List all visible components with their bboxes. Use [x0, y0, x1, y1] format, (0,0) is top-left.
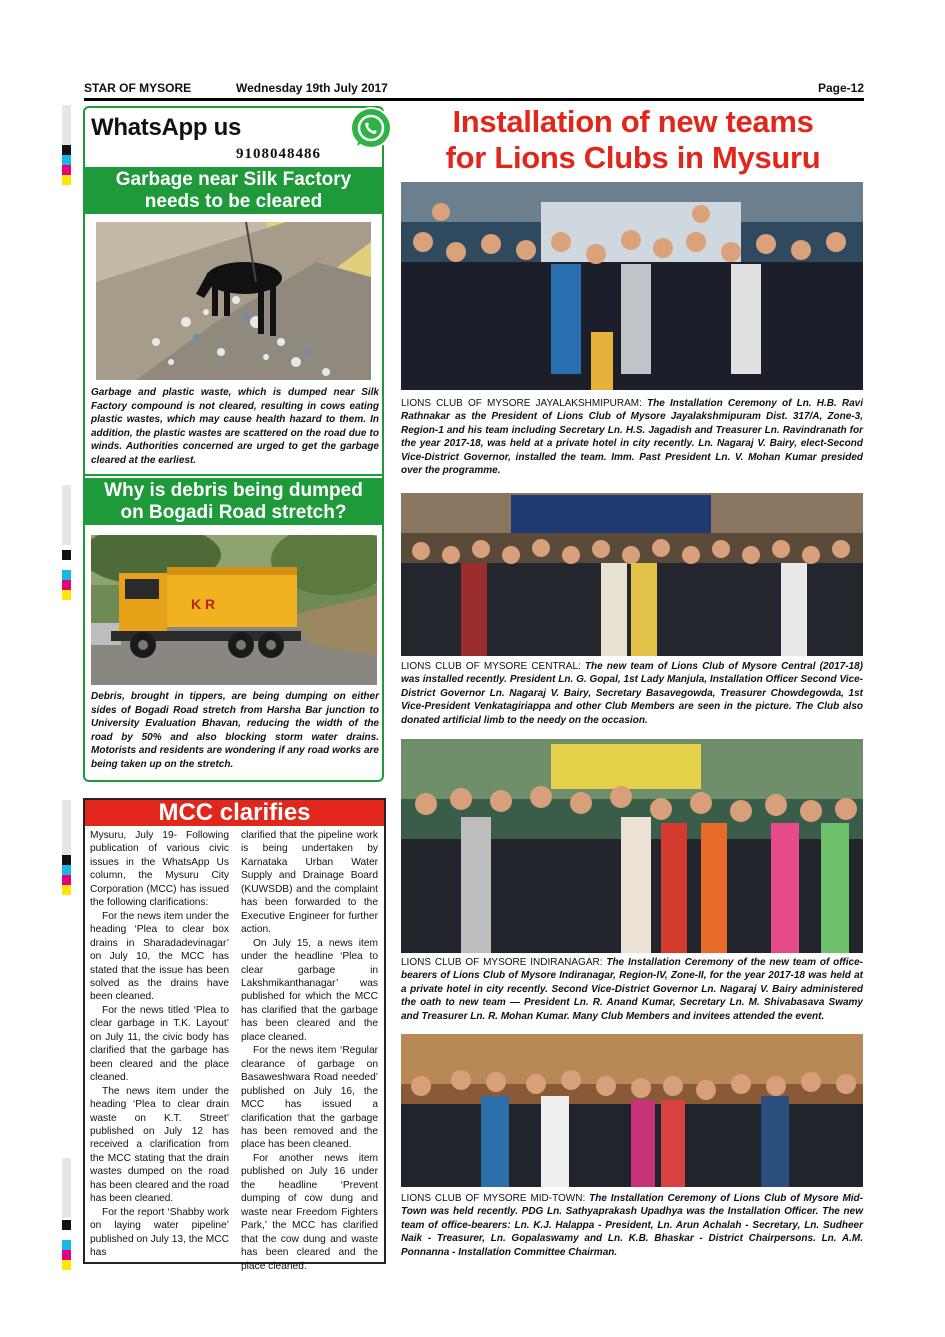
mcc-paragraph: For another news item published on July 16 under the headline ‘Prevent dumping of cow dung and waste near Freedom Fighters Park,’ the MCC has clarified that the cow dung and waste has been cleared and the place cleaned. [241, 1152, 378, 1272]
garbage-cow-photo [96, 222, 371, 380]
mcc-paragraph: clarified that the pipeline work is being undertaken by Karnataka Urban Water Supply and Drainage Board (KUWSDB) and the complaint has been forwarded to the Executive Engineer for further action. [241, 830, 378, 936]
color-registration-mark [62, 1220, 71, 1270]
registration-bar [62, 105, 71, 145]
story2-caption: Debris, brought in tippers, are being dumping on either sides of Bogadi Road stretch from Harsha Bar junction to University Evaluation Bhavan, reducing the width of the road by 50% and also blocking storm water drains. Motorists and residents are wondering if any road works are being taken up on the stretch. [91, 691, 379, 770]
mcc-paragraph: For the report ‘Shabby work on laying water pipeline’ published on July 13, the MCC has [90, 1206, 229, 1259]
registration-bar [62, 485, 71, 545]
color-registration-mark [62, 550, 71, 600]
mcc-column-2 [241, 829, 378, 1273]
story-divider [85, 474, 382, 476]
story1-headline: Garbage near Silk Factory needs to be cleared [85, 167, 382, 214]
mcc-paragraph: The news item under the heading ‘Plea to clear drain waste on K.T. Street’ published on July 12 has received a clarification from the MCC stating that the drain wastes dumped on the road has been cleared and the road has been cleaned. [90, 1085, 229, 1205]
mcc-paragraph: For the news item ‘Regular clearance of garbage on Basaweshwara Road needed’ published on July 16, the MCC has issued a clarification that the garbage has been removed and the place has been cleaned. [241, 1045, 378, 1151]
color-registration-mark [62, 145, 71, 185]
debris-truck-photo [91, 535, 377, 685]
mcc-paragraph: Mysuru, July 19- Following publication of various civic issues in the WhatsApp Us column, the Mysuru City Corporation (MCC) has issued the following clarifications: [90, 830, 229, 909]
indiranagar-caption: LIONS CLUB OF MYSORE INDIRANAGAR: The Installation Ceremony of the new team of office-bearers of Lions Club of Mysore Indiranagar, Region-IV, Zone-II, for the year 2017-18 was held at a private hotel in city recently. Second Vice-District Governor Ln. Nagaraj V. Bairy administered the oath to new team — President Ln. R. Anand Kumar, Secretary Ln. M. Shivabasava Swamy and Treasurer Ln. R. Mohan Kumar. Many Club Members and invitees attended the event. [401, 957, 863, 1022]
newspaper-name: STAR OF MYSORE [84, 81, 192, 95]
jayalakshmipuram-group-photo [401, 182, 863, 390]
central-group-photo [401, 493, 863, 656]
registration-bar [62, 1158, 71, 1218]
mcc-paragraph: For the news titled ‘Plea to clear garbage in T.K. Layout’ on July 11, the civic body has clarified that the garbage has been cleared and the place cleaned. [90, 1004, 229, 1084]
registration-bar [62, 800, 71, 855]
mid-town-group-photo [401, 1034, 863, 1187]
whatsapp-number: 9108048486 [236, 146, 321, 162]
mcc-paragraph: For the news item under the heading ‘Plea to clear box drains in Sharadadevinagar’ on July 10, the MCC has stated that the issue has been solved as the drains have been cleaned. [90, 910, 229, 1003]
page-number: Page-12 [817, 81, 864, 95]
issue-date: Wednesday 19th July 2017 [236, 81, 388, 95]
indiranagar-group-photo [401, 739, 863, 953]
mcc-paragraph: On July 15, a news item under the headline ‘Plea to clear garbage in Lakshmikanthanagar’ was published for which the MCC has clarified that the garbage has been cleared and the place cleaned. [241, 937, 378, 1043]
whatsapp-title: WhatsApp us [91, 114, 242, 141]
page-header [84, 80, 864, 101]
jayalakshmipuram-caption: LIONS CLUB OF MYSORE JAYALAKSHMIPURAM: The Installation Ceremony of Ln. H.B. Ravi Rathnakar as the President of Lions Club of Mysore Jayalakshmipuram Dist. 317/A, Zone-3, Region-1 and his team including Secretary Ln. H.S. Jagadish and Treasurer Ln. Ravindranath for the year 2017-18, was held at a private hotel in city recently. Ln. Nagaraj V. Bairy, elect-Second Vice-District Governor, installed the team. Imm. Past President Ln. V. Mohan Kumar presided over the programme. [401, 398, 864, 477]
svg-text:K R: K R [191, 596, 216, 612]
main-headline: Installation of new teams for Lions Clubs in Mysuru [445, 104, 821, 175]
mid-town-caption: LIONS CLUB OF MYSORE MID-TOWN: The Installation Ceremony of Lions Club of Mysore Mid-Town was held recently. PDG Ln. Sathyaprakash Upadhya was the Installation Officer. The new team of office-bearers: Ln. K.J. Halappa - President, Ln. Arun Achalah - Secretary, Ln. Sudheer Naik - Treasurer, Ln. Gopalaswamy and Ln. K.B. Bhaskar - District Chairpersons. Ln. A.M. Ponnanna - Installation Committee Chairman. [401, 1193, 863, 1258]
mcc-column-1 [90, 829, 229, 1260]
central-caption: LIONS CLUB OF MYSORE CENTRAL: The new team of Lions Club of Mysore Central (2017-18) was installed recently. President Ln. G. Gopal, 1st Lady Manjula, Installation Officer Second Vice-District Governor Ln. Nagaraj V. Bairy, Secretary Basavegowda, Treasurer Chowdegowda, 1st Vice-President Venkatagiriappa and other Club Members are seen in the picture. The Club also donated artificial limb to the needy on the occasion. [401, 661, 863, 726]
mcc-headline: MCC clarifies [85, 800, 384, 826]
story2-headline: Why is debris being dumped on Bogadi Road stretch? [85, 478, 382, 525]
story1-caption: Garbage and plastic waste, which is dumped near Silk Factory compound is not cleared, resulting in cows eating plastic wastes, which may cause health hazard to them. In addition, the plastic wastes are scattered on the road due to winds. Authorities concerned are urged to get the garbage cleared at the earliest. [91, 387, 379, 466]
whatsapp-icon [348, 106, 394, 152]
color-registration-mark [62, 855, 71, 895]
